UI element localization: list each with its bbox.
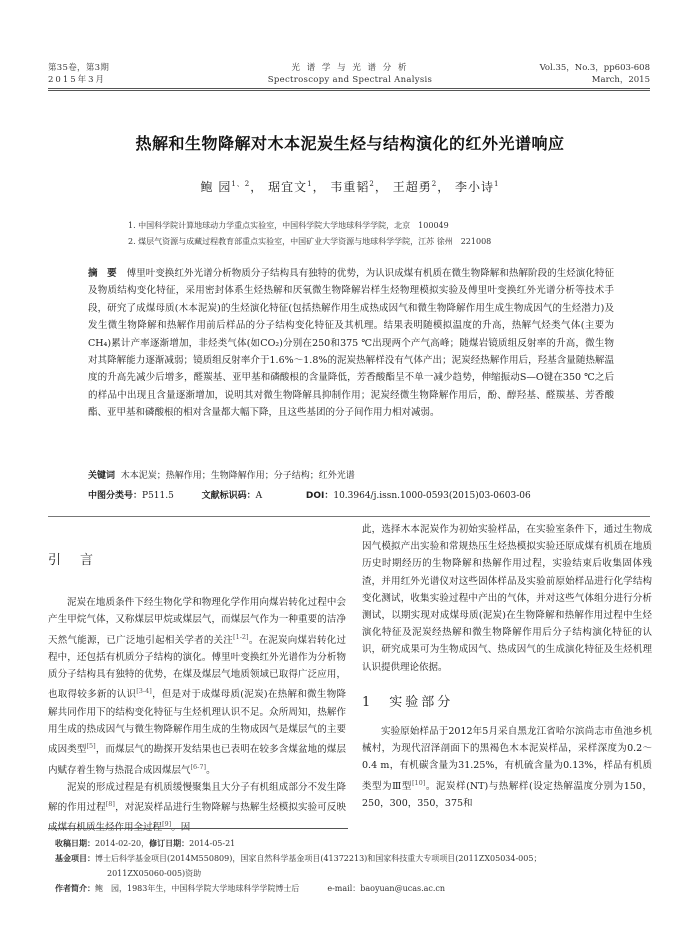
author-email: e-mail：baoyuan@ucas.ac.cn <box>327 884 446 893</box>
author-affil-mark: 1 <box>307 180 313 188</box>
author-affil-mark: 2 <box>431 180 438 188</box>
paper-title: 热解和生物降解对木本泥炭生烃与结构演化的红外光谱响应 <box>135 134 565 153</box>
author-name: 琚宜文 <box>268 180 308 194</box>
author-list: 鲍 园$^{1、2}$， 琚宜文$^1$， 韦重韬$^2$， 王超勇$^2$， 李小诗$^1$ <box>200 180 500 194</box>
abstract-text: 傅里叶变换红外光谱分析物质分子结构具有独特的优势，为认识成煤有机质在微生物降解和热解阶段的生烃演化特征及物质结构变化特征，采用密封体系生烃热解和厌氧微生物降解岩样生烃物理模拟实验及傅里叶变换红外光谱分析等技术手段，研究了成煤母质(木本泥炭)的生烃演化特征(包括热解作用生成热成因气和微生物降解作用生成生物成因气的生烃潜力)及发生微生物降解和热解作用前后样品的分子结构变化特征及其机理。结果表明随模拟温度的升高，热解气烃类气体(主要为CH₄)累计产率逐渐增加，非烃类气体(如CO₂)分别在250和375 ℃出现两个产气高峰；随煤岩镜质组反射率的升高，微生物对其降解能力逐渐减弱；镜质组反射率介于1.6%～1.8%的泥炭热解样没有气体产出；泥炭经热解作用后，羟基含量随热解温度的升高先减少后增多，醛羰基、亚甲基和磷酸根的含量降低，芳香酸酯呈不单一减少趋势，伸缩振动S—O键在350 ℃之后的样品中出现且含量逐渐增加，说明其对微生物降解具抑制作用；泥炭经微生物降解作用后，酚、醇羟基、醛羰基、芳香酸酯、亚甲基和磷酸根的相对含量都大幅下降，且这些基团的分子间作用力相对减弱。 <box>88 268 614 419</box>
footnotes <box>55 836 655 896</box>
volume-issue: 第35卷，第3期 <box>48 63 110 73</box>
text-run: 泥炭的形成过程是有机质缓慢聚集且大分子有机组成部分不发生降解的作用过程 <box>48 781 346 814</box>
text-run: 实验原始样品于2012年5月采自黑龙江省哈尔滨尚志市鱼池乡机械村，为现代沼泽剖面下的黑褐色木本泥炭样品，采样深度为0.2～0.4 m，有机碳含量为31.25%，有机硫含量为0.13%，样品有机质类型为Ⅲ型 <box>362 726 652 792</box>
section-heading-intro: 引 言 <box>48 553 97 568</box>
classification-line <box>88 488 618 501</box>
keywords-text: 木本泥炭；热解作用；生物降解作用；分子结构；红外光谱 <box>120 471 355 481</box>
citation-mark: [10] <box>411 778 426 787</box>
dates-line <box>55 836 655 851</box>
doi-label: DOI： <box>305 491 334 501</box>
text-run: 。 <box>206 764 216 776</box>
text-run: 。因 <box>171 822 191 834</box>
fund-line-cont: 2011ZX05060-005)资助 <box>107 869 202 878</box>
citation-mark: [8] <box>105 800 115 809</box>
revised-date: 2014-05-21 <box>189 839 236 848</box>
fund-line <box>55 851 655 866</box>
text-run: ，但是对于成煤母质(泥炭)在热解和微生物降解共同作用下的结构变化特征与生烃机理认识不足。众所周知，热解作用生成的热成因气与微生物降解作用生成的生物成因气是煤层气的主要成因类型 <box>48 689 346 756</box>
author-affil-mark: 1 <box>494 180 500 188</box>
left-column <box>48 552 346 837</box>
citation-mark: [3-4] <box>136 687 152 696</box>
bio-text: 鲍 园，1983年生，中国科学院大学地球科学学院博士后 <box>95 884 300 893</box>
received-label: 收稿日期： <box>55 839 95 848</box>
citation-mark: [5] <box>86 742 96 751</box>
experiment-paragraph-1 <box>362 723 652 812</box>
received-date: 2014-02-20， <box>95 839 150 848</box>
intro-paragraph-1 <box>48 594 346 779</box>
text-run: ，对泥炭样品进行生物降解与热解生烃模拟实验可反映成煤有机质生烃作用全过程 <box>48 802 346 834</box>
fund-text: 博士后科学基金项目(2014M550809)，国家自然科学基金项目(41372213)和国家科技重大专项项目(2011ZX05034-005； <box>95 854 542 863</box>
abstract <box>88 265 614 422</box>
journal-name-cn: 光 谱 学 与 光 谱 分 析 <box>291 63 409 73</box>
author-affil-mark: 1、2 <box>231 180 251 188</box>
bio-label: 作者简介： <box>55 884 95 893</box>
doc-code: A <box>255 491 263 501</box>
author-name: 王超勇 <box>392 180 432 194</box>
abstract-label: 摘 要 <box>88 268 117 279</box>
header-rule <box>48 88 650 91</box>
affiliation-item: 2. 煤层气资源与成藏过程教育部重点实验室，中国矿业大学资源与地球科学学院，江苏 徐州 221008 <box>128 237 492 246</box>
citation-mark: [9] <box>162 820 172 829</box>
clc-code: P511.5 <box>142 491 174 501</box>
right-column <box>362 521 652 812</box>
author-affil-mark: 2 <box>369 180 375 188</box>
issue-date-en: March，2015 <box>591 75 650 85</box>
clc-label: 中图分类号： <box>88 491 143 501</box>
bio-line <box>55 881 655 896</box>
revised-label: 修订日期： <box>149 839 190 848</box>
keywords-label: 关键词 <box>88 471 116 481</box>
text-run: 。在泥炭向煤岩转化过程中，还包括有机质分子结构的演化。傅里叶变换红外光谱作为分析物质分子结构具有独特的优势，在煤及煤层气地质领域已取得广泛应用，也取得较多新的认识 <box>48 634 346 701</box>
author-name: 鲍 园 <box>200 180 232 194</box>
doi-value: 10.3964/j.issn.1000-0593(2015)03-0603-06 <box>333 491 531 501</box>
text-run: ，而煤层气的勘探开发结果也已表明在较多含煤盆地的煤层内赋存着生物与热混合成因煤层气 <box>48 744 346 776</box>
text-run: 。泥炭样(NT)与热解样(设定热解温度分别为150，250，300，350，375和 <box>362 780 652 809</box>
citation-mark: [1-2] <box>233 632 249 641</box>
affiliations <box>128 218 491 250</box>
running-header-right <box>540 62 650 86</box>
section-heading-experiment: 1 实验部分 <box>362 694 454 710</box>
intro-continuation: 此，选择木本泥炭作为初始实验样品，在实验室条件下，通过生物成因气模拟产出实验和常规热压生烃热模拟实验还原成煤有机质在地质历史时期经历的生物降解和热解作用过程，实验结束后收集固体残渣，并用红外光谱仪对这些固体样品及实验前原始样品进行化学结构变化测试，收集实验过程中产出的气体，并对这些气体组分进行分析测试，以期实现对成煤母质(泥炭)在生物降解和热解作用过程中生烃演化特征及泥炭经热解和微生物降解作用后分子结构演化特征的认识，研究成果可为生物成因气、热成因气的生成演化特征及生烃机理认识提供理论依据。 <box>362 524 652 673</box>
author-name: 李小诗 <box>455 180 495 194</box>
author-name: 韦重韬 <box>330 180 370 194</box>
volume-pages-en: Vol.35，No.3，pp603-608 <box>539 63 650 73</box>
section-divider <box>48 516 650 517</box>
keywords <box>88 468 355 481</box>
doc-code-label: 文献标识码： <box>201 491 256 501</box>
fund-label: 基金项目： <box>55 854 95 863</box>
affiliation-item: 1. 中国科学院计算地球动力学重点实验室，中国科学院大学地球科学学院，北京 100049 <box>128 221 449 230</box>
journal-name-en: Spectroscopy and Spectral Analysis <box>267 75 433 85</box>
citation-mark: [6-7] <box>190 762 207 771</box>
text-run: 泥炭在地质条件下经生物化学和物理化学作用向煤岩转化过程中会产生甲烷气体，又称煤层甲烷或煤层气，而煤层气作为一种重要的洁净天然气能源，已广泛地引起相关学者的关注 <box>48 597 346 646</box>
footnote-rule <box>48 828 348 829</box>
issue-date: 2015年3月 <box>48 75 107 85</box>
